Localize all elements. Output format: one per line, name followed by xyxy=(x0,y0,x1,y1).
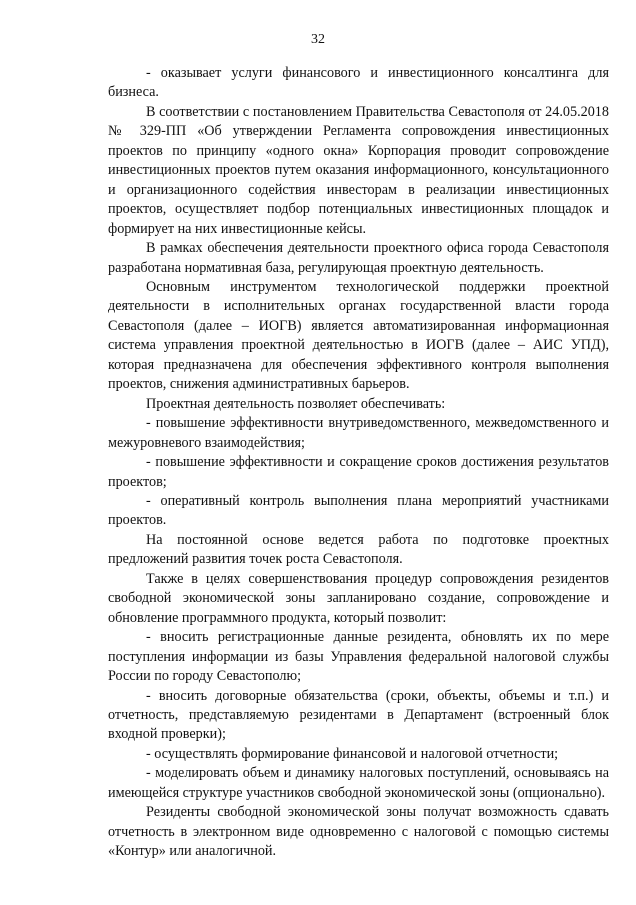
list-item-reporting: - осуществлять формирование финансовой и налоговой отчетности; xyxy=(146,745,559,762)
body-text xyxy=(108,64,609,862)
list-item-registration-data: - вносить регистрационные данные резидента, обновлять их по мере поступления информации из базы Управления федеральной налоговой службы России по городу Севастополю; xyxy=(108,629,609,685)
paragraph-ais-upd: Основным инструментом технологической поддержки проектной деятельности в исполнительных органах государственной власти города Севастополя (далее – ИОГВ) является автоматизированная информационная система управления проектной деятельностью в ИОГВ (далее – АИС УПД), которая предназначена для обеспечения эффективного контроля выполнения проектов, снижения административных барьеров. xyxy=(108,278,609,393)
list-item-operational-control: - оперативный контроль выполнения плана мероприятий участниками проектов. xyxy=(108,492,609,529)
paragraph-software-product-intro: Также в целях совершенствования процедур сопровождения резидентов свободной экономической зоны запланировано создание, сопровождение и обновление программного продукта, который позволит: xyxy=(108,570,609,626)
list-item-contract-obligations: - вносить договорные обязательства (сроки, объекты, объемы и т.п.) и отчетность, представляемую резидентами в Департамент (встроенный блок входной проверки); xyxy=(108,687,609,743)
list-item-results-efficiency: - повышение эффективности и сокращение сроков достижения результатов проектов; xyxy=(108,454,609,490)
page-number: 32 xyxy=(311,32,325,47)
paragraph-growth-points: На постоянной основе ведется работа по подготовке проектных предложений развития точек роста Севастополя. xyxy=(108,531,609,568)
paragraph-consulting-item: - оказывает услуги финансового и инвестиционного консалтинга для бизнеса. xyxy=(108,65,609,101)
list-item-interaction-efficiency: - повышение эффективности внутриведомственного, межведомственного и межуровневого взаимодействия; xyxy=(108,415,609,451)
paragraph-project-benefits-intro: Проектная деятельность позволяет обеспечивать: xyxy=(146,395,446,412)
list-item-tax-modeling: - моделировать объем и динамику налоговых поступлений, основываясь на имеющейся структуре участников свободной экономической зоны (опционально). xyxy=(108,765,609,801)
paragraph-one-window-regulation: В соответствии с постановлением Правительства Севастополя от 24.05.2018 № 329-ПП «Об утверждении Регламента сопровождения инвестиционных проектов по принципу «одного окна» Корпорация проводит сопровождение инвестиционных проектов путем оказания информационного, консультационного и организационного содействия инвесторам в реализации инвестиционных проектов, осуществляет подбор потенциальных инвестиционных площадок и формирует на них инвестиционные кейсы. xyxy=(108,103,609,237)
paragraph-normative-base: В рамках обеспечения деятельности проектного офиса города Севастополя разработана нормативная база, регулирующая проектную деятельность. xyxy=(108,240,609,276)
paragraph-residents-reporting: Резиденты свободной экономической зоны получат возможность сдавать отчетность в электронном виде одновременно с налоговой с помощью системы «Контур» или аналогичной. xyxy=(108,804,609,860)
